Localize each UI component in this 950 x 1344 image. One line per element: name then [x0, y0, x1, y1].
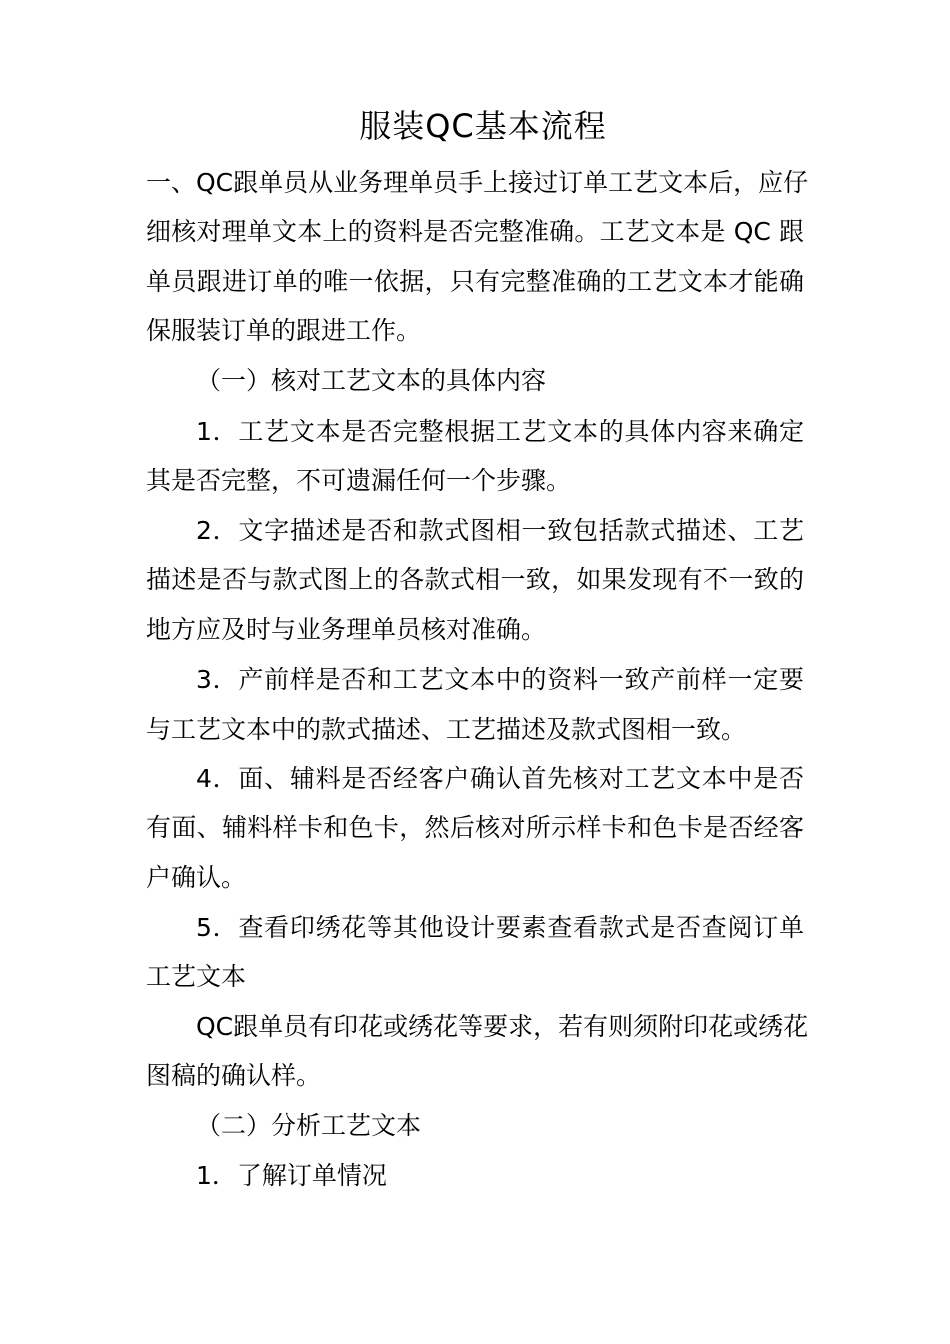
paragraph-line: 2．文字描述是否和款式图相一致包括款式描述、工艺: [196, 516, 804, 545]
paragraph-line: 户确认。: [146, 863, 247, 892]
paragraph-line: 3．产前样是否和工艺文本中的资料一致产前样一定要: [196, 665, 804, 694]
paragraph-line: QC跟单员有印花或绣花等要求，若有则须附印花或绣花: [196, 1012, 809, 1041]
paragraph-line: 其是否完整，不可遗漏任何一个步骤。: [146, 466, 572, 495]
document-title: 服装QC基本流程: [359, 107, 607, 145]
paragraph-line: 工艺文本: [146, 962, 247, 991]
paragraph-line: 与工艺文本中的款式描述、工艺描述及款式图相一致。: [146, 715, 747, 744]
paragraph-line: 一、QC跟单员从业务理单员手上接过订单工艺文本后，应仔: [146, 168, 809, 197]
paragraph-line: 单员跟进订单的唯一依据，只有完整准确的工艺文本才能确: [146, 267, 804, 296]
paragraph-line: 有面、辅料样卡和色卡，然后核对所示样卡和色卡是否经客: [146, 813, 804, 842]
paragraph-line: 1．了解订单情况: [196, 1161, 387, 1190]
paragraph-line: 5．查看印绣花等其他设计要素查看款式是否查阅订单: [196, 913, 804, 942]
paragraph-line: 地方应及时与业务理单员核对准确。: [146, 615, 547, 644]
section-heading: （一）核对工艺文本的具体内容: [196, 366, 547, 395]
paragraph-line: 图稿的确认样。: [146, 1061, 322, 1090]
paragraph-line: 1．工艺文本是否完整根据工艺文本的具体内容来确定: [196, 417, 804, 446]
section-heading: （二）分析工艺文本: [196, 1111, 422, 1140]
paragraph-line: 描述是否与款式图上的各款式相一致，如果发现有不一致的: [146, 565, 804, 594]
paragraph-line: 保服装订单的跟进工作。: [146, 316, 422, 345]
paragraph-line: 4．面、辅料是否经客户确认首先核对工艺文本中是否: [196, 764, 804, 793]
paragraph-line: 细核对理单文本上的资料是否完整准确。工艺文本是 QC 跟: [146, 217, 804, 246]
